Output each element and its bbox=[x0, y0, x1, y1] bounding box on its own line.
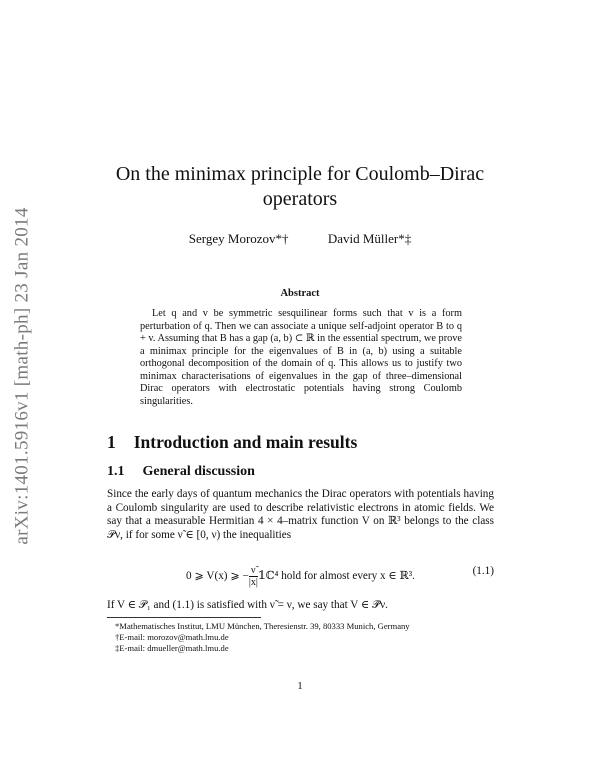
section-heading bbox=[107, 432, 357, 453]
title-line-2: operators bbox=[262, 188, 338, 210]
footnote-rule bbox=[107, 617, 261, 618]
subsection-number: 1.1 bbox=[107, 464, 125, 479]
arxiv-identifier-stamp bbox=[8, 186, 38, 566]
title-line-1: On the minimax principle for Coulomb–Dirac bbox=[115, 163, 485, 185]
author-2: David Müller*‡ bbox=[327, 231, 412, 246]
section-title: Introduction and main results bbox=[133, 432, 358, 452]
equation-1-1 bbox=[107, 557, 494, 587]
section-number: 1 bbox=[107, 432, 116, 452]
footnote-affiliation: *Mathematisches Institut, LMU München, Theresienstr. 39, 80333 Munich, Germany bbox=[115, 621, 410, 631]
page-number: 1 bbox=[297, 680, 303, 692]
fraction-numerator: ν̃ bbox=[249, 565, 258, 577]
intro-paragraph: Since the early days of quantum mechanics the Dirac operators with potentials having a Coulomb singularity are used to describe relativistic electrons in atomic fields. We say that a measurable Hermitian 4 × 4–matrix function V on ℝ³ belongs to the class 𝒫ν, if for some ν̃ ∈ [0, ν) the inequalities bbox=[107, 488, 494, 541]
equation-left: 0 ⩾ V(x) ⩾ − bbox=[186, 570, 249, 583]
paper-title bbox=[90, 162, 510, 212]
equation-body bbox=[107, 565, 494, 588]
subsection-title: General discussion bbox=[142, 464, 255, 479]
abstract-text: Let q and v be symmetric sesquilinear forms such that v is a form perturbation of q. Then we can associate a unique self-adjoint operator B to q + v. Assuming that B has a gap (a, b) ⊂ ℝ in the essential spectrum, we prove a minimax principle for the eigenvalues of B in (a, b) using a suitable orthogonal decomposition of the domain of q. This allows us to justify two minimax characterisations of eigenvalues in the gap of three–dimensional Dirac operators with electrostatic potentials having strong Coulomb singularities. bbox=[140, 308, 462, 407]
arxiv-stamp-text: arXiv:1401.5916v1 [math-ph] 23 Jan 2014 bbox=[12, 207, 34, 545]
equation-right: 𝟙ℂ⁴ hold for almost every x ∈ ℝ³. bbox=[257, 570, 415, 583]
author-1: Sergey Morozov*† bbox=[188, 231, 289, 246]
subsection-heading bbox=[107, 464, 255, 480]
footnote-email-mueller: ‡E-mail: dmueller@math.lmu.de bbox=[115, 643, 229, 653]
equation-fraction bbox=[249, 565, 258, 588]
abstract-heading: Abstract bbox=[280, 288, 320, 299]
post-equation-text: If V ∈ 𝒫₁ and (1.1) is satisfied with ν̃ = ν, we say that V ∈ 𝒫̄ν. bbox=[107, 599, 388, 611]
author-list bbox=[90, 231, 510, 247]
equation-number: (1.1) bbox=[472, 565, 494, 577]
fraction-denominator: |x| bbox=[248, 577, 258, 588]
footnotes bbox=[107, 621, 507, 654]
footnote-email-morozov: †E-mail: morozov@math.lmu.de bbox=[115, 632, 229, 642]
